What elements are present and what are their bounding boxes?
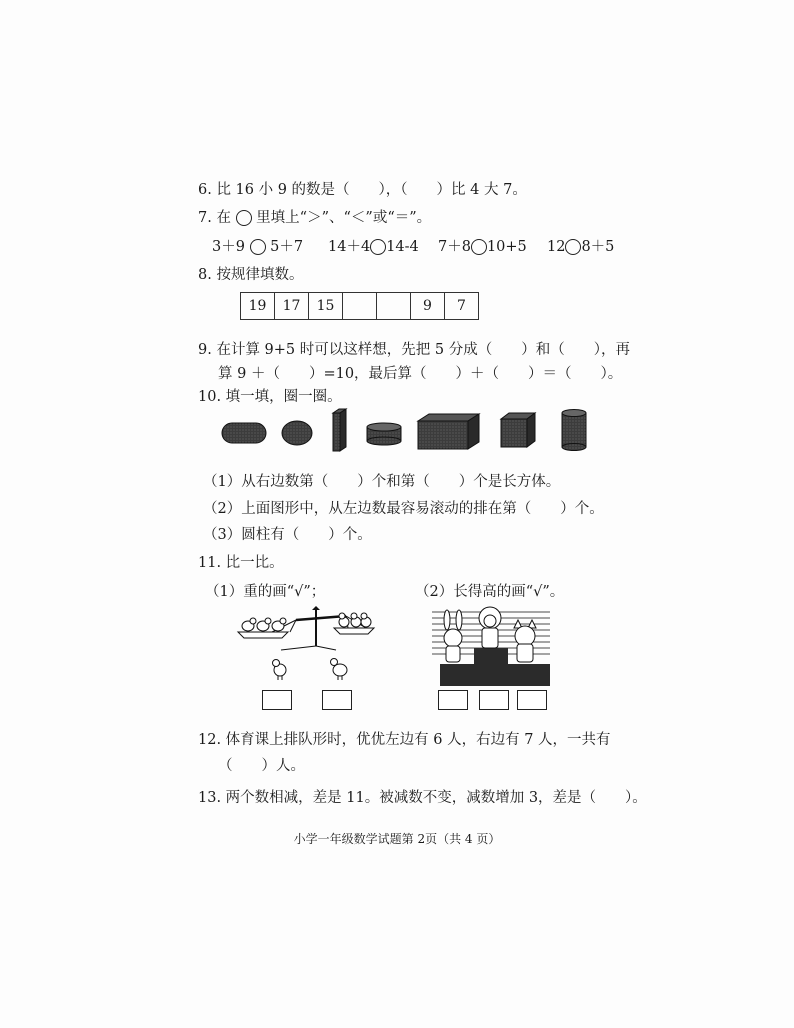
capsule-shape [222, 423, 266, 443]
compare-right: 10+5 [486, 239, 527, 255]
question-11-title: 11. 比一比。 [198, 555, 284, 571]
cube-shape [501, 413, 535, 447]
monkey-icon [479, 607, 501, 648]
page-footer: 小学一年级数学试题第 2页（共 4 页） [293, 832, 501, 846]
balance-scale-illustration [236, 606, 376, 686]
long-cuboid-shape [418, 414, 479, 449]
sequence-table [240, 292, 479, 320]
chick-icon [273, 660, 287, 681]
sequence-cell-blank[interactable] [343, 293, 377, 320]
compare-right: 14-4 [386, 239, 419, 255]
compare-right: 5＋7 [270, 239, 304, 255]
compare-circle-icon[interactable] [471, 239, 487, 255]
compare-right: 8＋5 [581, 239, 615, 255]
sequence-cell-blank[interactable] [377, 293, 411, 320]
question-10-title: 10. 填一填，圈一圈。 [198, 389, 342, 405]
question-11-part-1: （1）重的画“√”； [205, 584, 326, 600]
sequence-cell: 9 [411, 293, 445, 320]
answer-box-tall-3[interactable] [517, 690, 547, 710]
duckling-icon [331, 659, 348, 681]
sequence-cell: 19 [241, 293, 275, 320]
question-12-line-1: 12. 体育课上排队形时，优优左边有 6 人，右边有 7 人，一共有 [198, 732, 611, 748]
question-7-prefix: 7. 在 [198, 210, 231, 226]
question-10-part-3: （3）圆柱有（ ）个。 [203, 527, 372, 543]
question-9-line-2: 算 9 ＋（ ）=10，最后算（ ）＋（ ）＝（ ）。 [218, 366, 623, 382]
flat-cylinder-shape [367, 423, 401, 445]
question-7-suffix: 里填上“＞”、“＜”或“＝”。 [256, 210, 432, 226]
question-8-title: 8. 按规律填数。 [198, 267, 304, 283]
compare-left: 7＋8 [438, 239, 471, 255]
question-10-part-2: （2）上面图形中，从左边数最容易滚动的排在第（ ）个。 [203, 501, 604, 517]
sequence-cell: 7 [445, 293, 479, 320]
sequence-cell: 15 [309, 293, 343, 320]
compare-left: 3＋9 [212, 239, 245, 255]
question-7 [198, 208, 431, 228]
compare-left: 14＋4 [328, 239, 371, 255]
compare-item-2 [328, 237, 419, 257]
height-comparison-illustration [432, 606, 550, 686]
compare-circle-icon [236, 210, 252, 226]
compare-circle-icon[interactable] [370, 239, 386, 255]
compare-item-3 [438, 237, 527, 257]
answer-box-tall-1[interactable] [438, 690, 468, 710]
compare-item-1 [212, 237, 303, 257]
compare-circle-icon[interactable] [250, 239, 266, 255]
cat-icon [514, 620, 536, 662]
compare-item-4 [547, 237, 614, 257]
ellipse-shape [282, 421, 312, 445]
tall-prism-shape [333, 409, 346, 451]
answer-box-heavy-left[interactable] [262, 690, 292, 710]
chicken-icon [339, 613, 371, 627]
compare-left: 12 [547, 239, 566, 255]
answer-box-tall-2[interactable] [479, 690, 509, 710]
question-13: 13. 两个数相减，差是 11。被减数不变，减数增加 3，差是（ ）。 [198, 790, 647, 806]
question-12-line-2: （ ）人。 [218, 758, 305, 774]
cylinder-shape [562, 410, 586, 451]
compare-circle-icon[interactable] [565, 239, 581, 255]
answer-box-heavy-right[interactable] [322, 690, 352, 710]
solid-shapes-row [215, 405, 595, 455]
sequence-cell: 17 [275, 293, 309, 320]
question-10-part-1: （1）从右边数第（ ）个和第（ ）个是长方体。 [203, 474, 561, 490]
question-11-part-2: （2）长得高的画“√”。 [415, 584, 565, 600]
question-9-line-1: 9. 在计算 9+5 时可以这样想，先把 5 分成（ ）和（ ），再 [198, 342, 630, 358]
question-6: 6. 比 16 小 9 的数是（ ），（ ）比 4 大 7。 [198, 182, 527, 198]
duck-icon [242, 618, 286, 631]
